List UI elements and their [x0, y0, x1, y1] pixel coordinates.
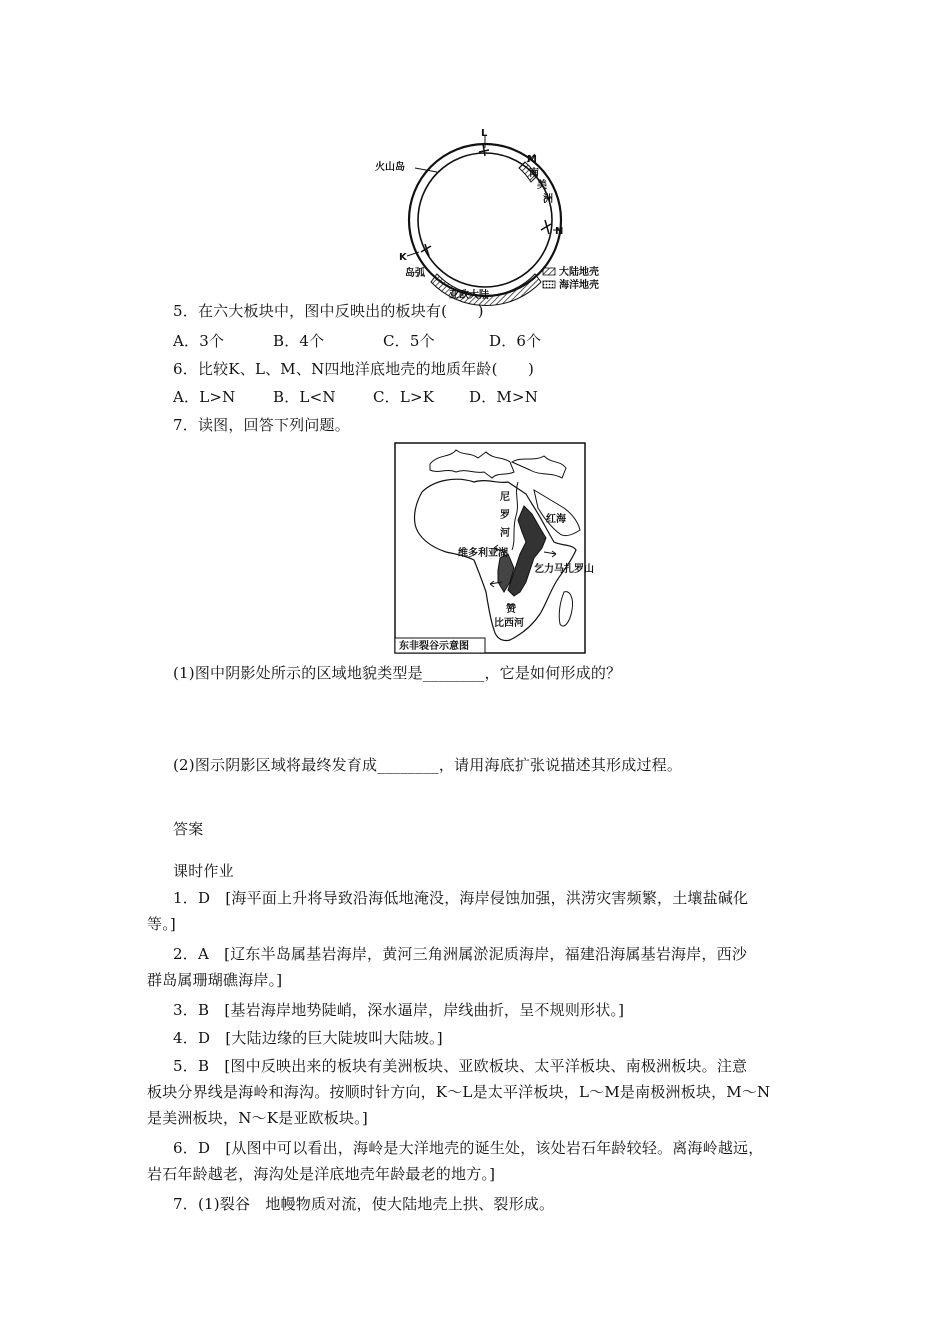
q6-option-a: A．L>N: [173, 388, 236, 406]
q5-option-b: B．4个: [273, 332, 325, 350]
outer-ring: [409, 144, 564, 296]
q5-option-c: C．5个: [383, 332, 435, 350]
label-K: K: [399, 252, 407, 263]
label-N: N: [555, 226, 564, 237]
label-arc: 岛弧: [405, 268, 425, 279]
label-bixihe: 比西河: [494, 618, 524, 629]
answer-7: 7．(1)裂谷 地幔物质对流，使大陆地壳上拱、裂形成。: [173, 1195, 555, 1213]
label-luo: 罗: [500, 510, 510, 521]
label-ni: 尼: [500, 492, 510, 503]
label-zan: 赞: [506, 604, 516, 615]
answer-6-line2: 岩石年龄越老，海沟处是洋底地壳年龄最老的地方。]: [147, 1165, 496, 1183]
label-red-sea: 红海: [546, 514, 566, 525]
answer-1-line2: 等。]: [147, 915, 176, 933]
label-eurasia: 亚欧大陆: [449, 290, 489, 301]
q6-option-d: D．M>N: [469, 388, 539, 406]
label-L: L: [481, 128, 488, 139]
map-title: 东非裂谷示意图: [399, 641, 469, 652]
q7-sub2: (2)图示阴影区域将最终发育成________，请用海底扩张说描述其形成过程。: [173, 756, 683, 774]
plate-circle-figure: [365, 124, 615, 300]
q7-stem: 7．读图，回答下列问题。: [173, 416, 350, 434]
answer-5-line3: 是美洲板块，N～K是亚欧板块。]: [147, 1109, 368, 1127]
label-he: 河: [500, 528, 510, 539]
answer-6-line1: 6．D [从图中可以看出，海岭是大洋地壳的诞生处，该处岩石年龄较轻。离海岭越远，: [173, 1139, 764, 1157]
label-M: M: [527, 154, 537, 165]
east-africa-rift-map: [394, 442, 594, 654]
answer-2-line1: 2．A [辽东半岛属基岩海岸，黄河三角洲属淤泥质海岸，福建沿海属基岩海岸，西沙: [173, 945, 748, 963]
q5-option-d: D．6个: [489, 332, 542, 350]
q5-option-a: A．3个: [173, 332, 225, 350]
q5-options: [173, 330, 541, 351]
label-kili: 乞力马扎罗山: [534, 564, 594, 575]
answer-4: 4．D [大陆边缘的巨大陡坡叫大陆坡。]: [173, 1029, 443, 1047]
answer-5-line2: 板块分界线是海岭和海沟。按顺时针方向，K～L是太平洋板块，L～M是南极洲板块，M～N: [147, 1083, 771, 1101]
q6-stem: 6．比较K、L、M、N四地洋底地壳的地质年龄( ): [173, 360, 535, 378]
answer-2-line2: 群岛属珊瑚礁海岸。]: [147, 971, 283, 989]
answer-3: 3．B [基岩海岸地势陡峭，深水逼岸，岸线曲折，呈不规则形状。]: [173, 1001, 625, 1019]
q7-sub1: (1)图中阴影处所示的区域地貌类型是________，它是如何形成的？: [173, 664, 622, 682]
answer-heading: 答案: [173, 820, 204, 838]
answer-5-line1: 5．B [图中反映出来的板块有美洲板块、亚欧板块、太平洋板块、南极洲板块。注意: [173, 1057, 748, 1075]
label-mei: 美: [537, 180, 547, 191]
label-zhou: 洲: [543, 194, 553, 205]
answer-subheading: 课时作业: [173, 862, 234, 880]
label-volcano: 火山岛: [375, 162, 405, 173]
label-victoria: 维多利亚湖: [458, 548, 508, 559]
q5-stem: 5．在六大板块中，图中反映出的板块有( ): [173, 302, 484, 320]
legend-continental: 大陆地壳: [559, 267, 599, 278]
label-south: 南: [529, 168, 539, 179]
legend-oceanic: 海洋地壳: [559, 280, 599, 291]
q6-option-b: B．L<N: [273, 388, 336, 406]
q6-options: [173, 386, 538, 407]
q6-option-c: C．L>K: [373, 388, 435, 406]
answer-1-line1: 1．D [海平面上升将导致沿海低地淹没，海岸侵蚀加强，洪涝灾害频繁，土壤盐碱化: [173, 889, 749, 907]
